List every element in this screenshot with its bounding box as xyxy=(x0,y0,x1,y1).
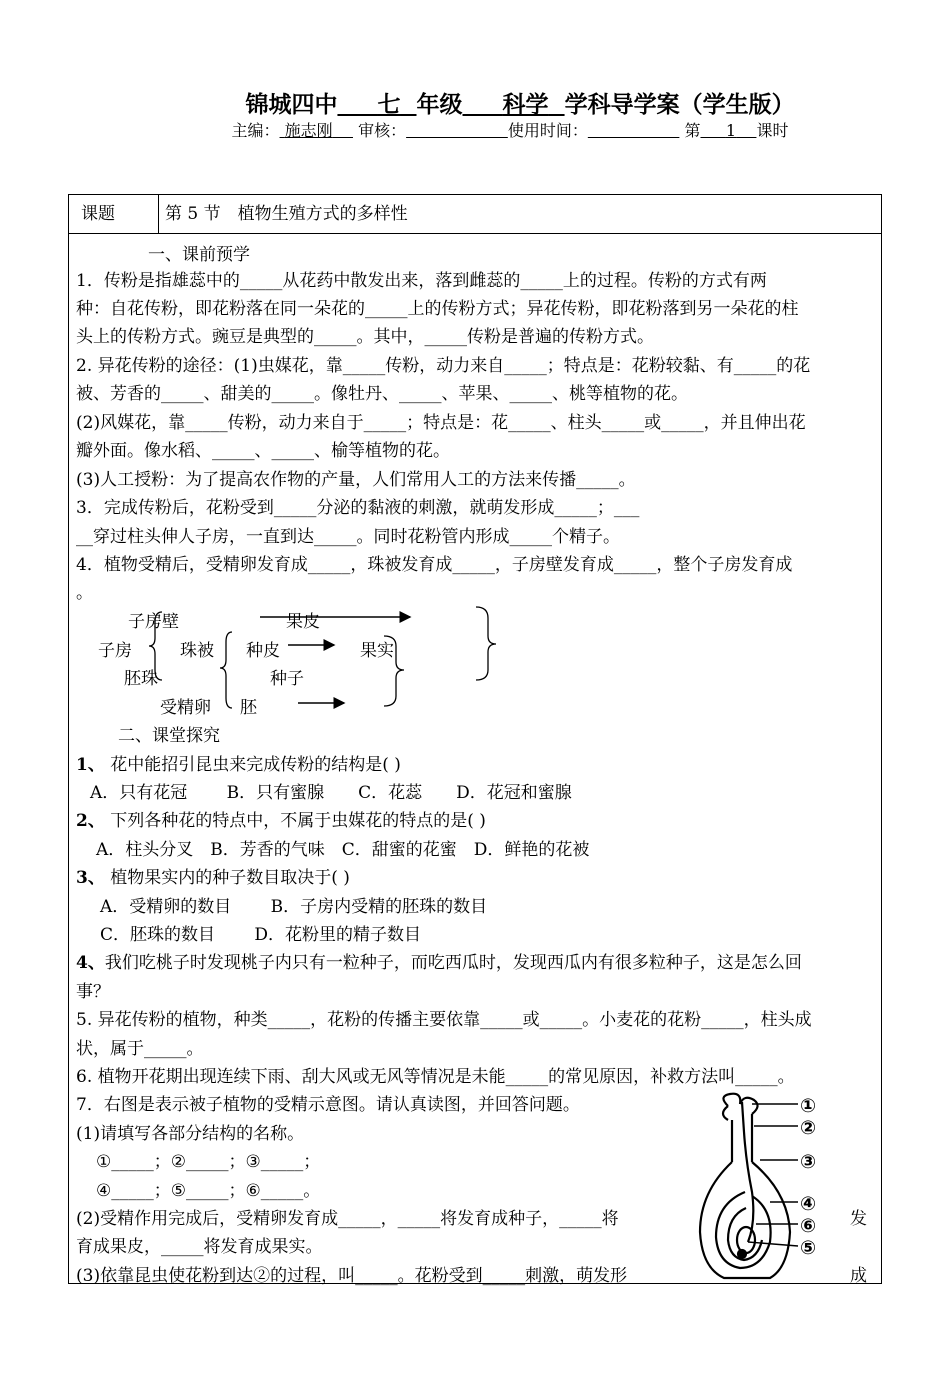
question-3-options: C．胚珠的数目 D．花粉里的精子数目 xyxy=(100,925,422,945)
s1-line: 被、芳香的_____、甜美的_____。像牡丹、_____、苹果、_____、桃等植物的花。 xyxy=(76,384,688,404)
topic-value: 第 5 节 植物生殖方式的多样性 xyxy=(165,204,408,224)
question-7-part3: (3)依靠昆虫使花粉到达②的过程，叫_____。花粉受到_____刺激，萌发形 xyxy=(76,1266,628,1286)
question-7-part3-end: 成 xyxy=(850,1266,867,1286)
question-7-part1: (1)请填写各部分结构的名称。 xyxy=(76,1124,305,1144)
grade-value: 七 xyxy=(377,91,401,118)
s1-line: 种：自花传粉，即花粉落在同一朵花的_____上的传粉方式；异花传粉，即花粉落到另一朵花的柱 xyxy=(76,299,799,319)
header-meta: 主编： 施志刚 审核： 使用时间： 第 1 课时 xyxy=(231,121,789,140)
figure-label-3: ③ xyxy=(800,1151,817,1173)
s1-line: __穿过柱头伸人子房，一直到达_____。同时花粉管内形成_____个精子。 xyxy=(76,527,620,547)
fertilization-figure xyxy=(690,1092,860,1284)
s1-line: 3．完成传粉后，花粉受到_____分泌的黏液的刺激，就萌发形成_____；___ xyxy=(76,498,640,518)
question-4-cont: 事？ xyxy=(76,982,110,1002)
diagram-ovary-wall: 子房壁 xyxy=(128,612,179,632)
question-2: 2、 下列各种花的特点中，不属于虫媒花的特点的是( ) xyxy=(76,811,486,831)
s1-line: (2)风媒花，靠_____传粉，动力来自于_____；特点是：花_____、柱头_____或_____，并且伸出花 xyxy=(76,413,806,433)
page-title: 锦城四中 七 年级 科学 学科导学案（学生版） xyxy=(245,91,795,118)
question-7-part2-end: 发 xyxy=(850,1209,867,1229)
topic-label: 课题 xyxy=(69,195,159,233)
period-value: 1 xyxy=(725,121,737,140)
s1-line: 。 xyxy=(76,583,93,603)
question-7-blanks: ④_____；⑤_____；⑥_____。 xyxy=(96,1181,321,1201)
section1-title: 一、课前预学 xyxy=(148,245,250,265)
diagram-integument: 珠被 xyxy=(180,641,214,661)
s1-line: (3)人工授粉：为了提高农作物的产量，人们常用人工的方法来传播_____。 xyxy=(76,470,636,490)
question-3-options: A．受精卵的数目 B．子房内受精的胚珠的数目 xyxy=(100,897,488,917)
question-6: 6. 植物开花期出现连续下雨、刮大风或无风等情况是未能_____的常见原因，补救方法叫_____。 xyxy=(76,1067,795,1087)
question-5: 5. 异花传粉的植物，种类_____，花粉的传播主要依靠_____或_____。小麦花的花粉_____，柱头成 xyxy=(76,1010,812,1030)
question-3: 3、 植物果实内的种子数目取决于( ) xyxy=(76,868,350,888)
section2-title: 二、课堂探究 xyxy=(118,726,220,746)
diagram-fruit: 果实 xyxy=(360,641,394,661)
question-1-options: A．只有花冠 B．只有蜜腺 C．花蕊 D．花冠和蜜腺 xyxy=(90,783,572,803)
question-7-blanks: ①_____；②_____；③_____； xyxy=(96,1152,321,1172)
figure-label-5: ⑤ xyxy=(800,1237,817,1259)
s1-line: 瓣外面。像水稻、_____、_____、榆等植物的花。 xyxy=(76,441,450,461)
diagram-embryo: 胚 xyxy=(240,698,257,718)
editor-name: 施志刚 xyxy=(284,121,333,140)
figure-label-2: ② xyxy=(800,1117,817,1139)
diagram-ovary: 子房 xyxy=(98,641,132,661)
diagram-seed-coat: 种皮 xyxy=(246,641,280,661)
s1-line: 1．传粉是指雄蕊中的_____从花药中散发出来，落到雌蕊的_____上的过程。传粉的方式有两 xyxy=(76,271,767,291)
question-7: 7．右图是表示被子植物的受精示意图。请认真读图，并回答问题。 xyxy=(76,1095,580,1115)
s1-line: 2. 异花传粉的途径：(1)虫媒花，靠_____传粉，动力来自_____；特点是：花粉较黏、有_____的花 xyxy=(76,356,811,376)
question-7-part2-cont: 育成果皮，_____将发育成果实。 xyxy=(76,1237,323,1257)
subject-value: 科学 xyxy=(502,91,549,118)
diagram-pericarp: 果皮 xyxy=(286,612,320,632)
figure-label-1: ① xyxy=(800,1095,817,1117)
question-7-part2: (2)受精作用完成后，受精卵发育成_____，_____将发育成种子，_____将 xyxy=(76,1209,619,1229)
diagram-seed: 种子 xyxy=(270,669,304,689)
question-2-options: A．柱头分叉 B．芳香的气味 C．甜蜜的花蜜 D．鲜艳的花被 xyxy=(96,840,590,860)
figure-label-4: ④ xyxy=(800,1193,817,1215)
question-5-cont: 状，属于_____。 xyxy=(76,1039,204,1059)
diagram-zygote: 受精卵 xyxy=(160,698,211,718)
question-1: 1、 花中能招引昆虫来完成传粉的结构是( ) xyxy=(76,755,401,775)
s1-line: 4．植物受精后，受精卵发育成_____，珠被发育成_____，子房壁发育成_____，整个子房发育成 xyxy=(76,555,793,575)
diagram-ovule: 胚珠 xyxy=(124,669,158,689)
s1-line: 头上的传粉方式。豌豆是典型的_____。其中，_____传粉是普遍的传粉方式。 xyxy=(76,327,654,347)
figure-label-6: ⑥ xyxy=(800,1215,817,1237)
question-4: 4、我们吃桃子时发现桃子内只有一粒种子，而吃西瓜时，发现西瓜内有很多粒种子，这是怎么回 xyxy=(76,953,802,973)
